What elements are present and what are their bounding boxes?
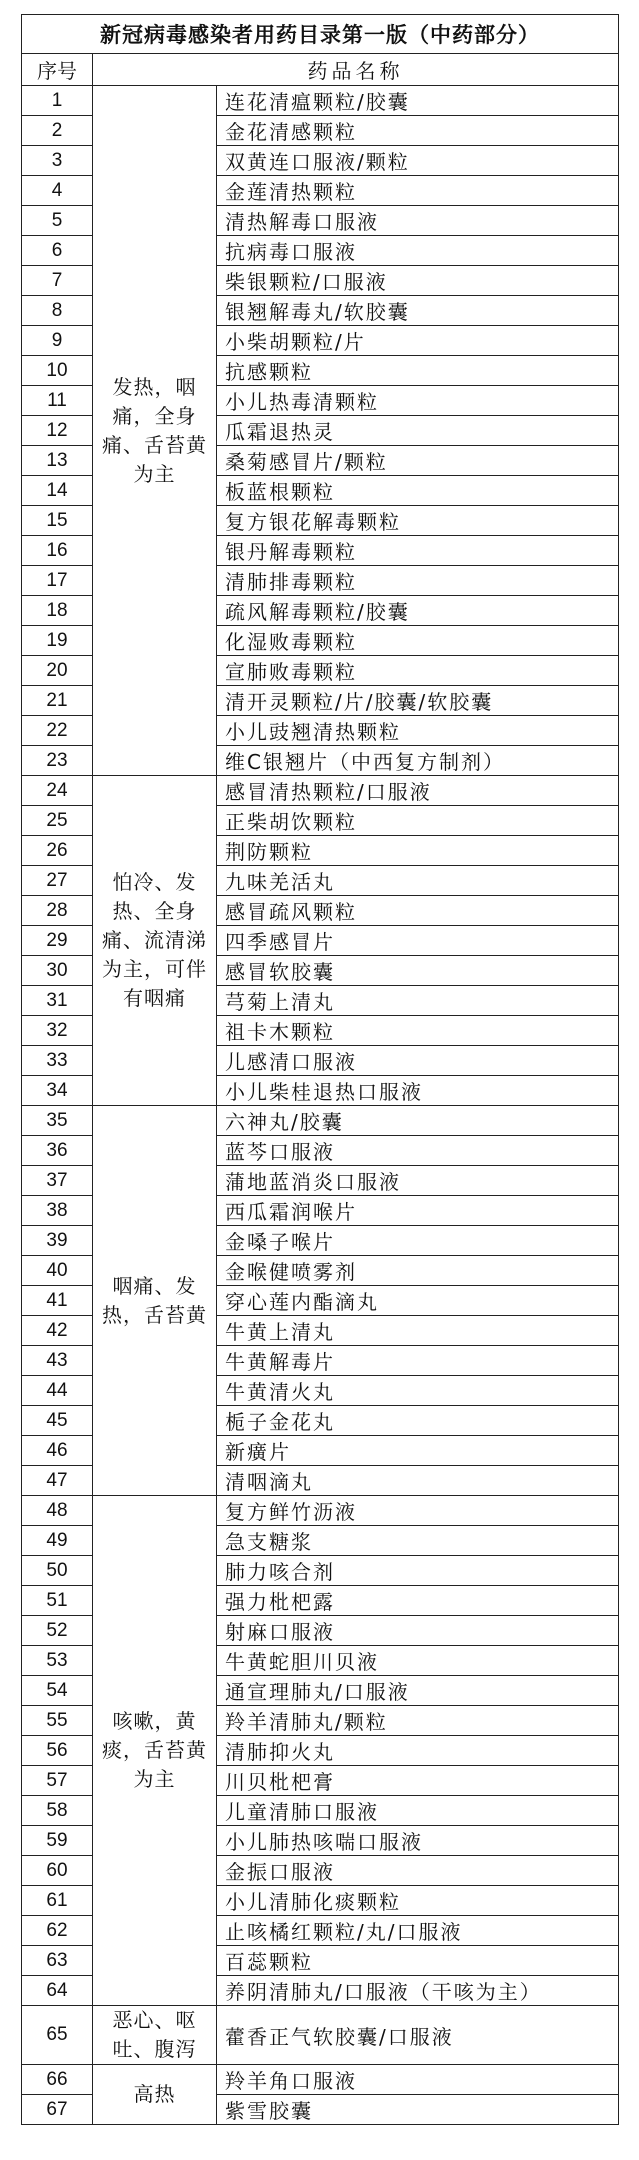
row-number: 39 bbox=[22, 1226, 93, 1256]
row-number: 21 bbox=[22, 686, 93, 716]
medicine-name: 小柴胡颗粒/片 bbox=[217, 326, 619, 356]
medicine-name: 金振口服液 bbox=[217, 1856, 619, 1886]
row-number: 43 bbox=[22, 1346, 93, 1376]
row-number: 49 bbox=[22, 1526, 93, 1556]
medicine-name: 养阴清肺丸/口服液（干咳为主） bbox=[217, 1976, 619, 2006]
medicine-name: 感冒疏风颗粒 bbox=[217, 896, 619, 926]
symptom-category: 怕冷、发热、全身痛、流清涕为主，可伴有咽痛 bbox=[93, 776, 217, 1106]
medicine-name: 瓜霜退热灵 bbox=[217, 416, 619, 446]
medicine-name: 清肺排毒颗粒 bbox=[217, 566, 619, 596]
medicine-name: 感冒清热颗粒/口服液 bbox=[217, 776, 619, 806]
row-number: 12 bbox=[22, 416, 93, 446]
medicine-name: 肺力咳合剂 bbox=[217, 1556, 619, 1586]
row-number: 50 bbox=[22, 1556, 93, 1586]
row-number: 41 bbox=[22, 1286, 93, 1316]
medicine-name: 疏风解毒颗粒/胶囊 bbox=[217, 596, 619, 626]
row-number: 20 bbox=[22, 656, 93, 686]
medicine-name: 小儿豉翘清热颗粒 bbox=[217, 716, 619, 746]
medicine-name: 四季感冒片 bbox=[217, 926, 619, 956]
medicine-name: 栀子金花丸 bbox=[217, 1406, 619, 1436]
row-number: 11 bbox=[22, 386, 93, 416]
medicine-name: 银丹解毒颗粒 bbox=[217, 536, 619, 566]
medicine-name: 金嗓子喉片 bbox=[217, 1226, 619, 1256]
row-number: 22 bbox=[22, 716, 93, 746]
medicine-name: 藿香正气软胶囊/口服液 bbox=[217, 2006, 619, 2065]
row-number: 66 bbox=[22, 2065, 93, 2095]
medicine-name: 穿心莲内酯滴丸 bbox=[217, 1286, 619, 1316]
medicine-name: 小儿清肺化痰颗粒 bbox=[217, 1886, 619, 1916]
row-number: 67 bbox=[22, 2095, 93, 2125]
medicine-table bbox=[21, 14, 619, 2125]
row-number: 2 bbox=[22, 116, 93, 146]
row-number: 38 bbox=[22, 1196, 93, 1226]
table-row bbox=[22, 2006, 619, 2065]
medicine-name: 止咳橘红颗粒/丸/口服液 bbox=[217, 1916, 619, 1946]
table-row bbox=[22, 86, 619, 116]
row-number: 35 bbox=[22, 1106, 93, 1136]
row-number: 62 bbox=[22, 1916, 93, 1946]
medicine-name: 祖卡木颗粒 bbox=[217, 1016, 619, 1046]
medicine-name: 小儿肺热咳喘口服液 bbox=[217, 1826, 619, 1856]
medicine-name: 九味羌活丸 bbox=[217, 866, 619, 896]
row-number: 16 bbox=[22, 536, 93, 566]
medicine-name: 蓝芩口服液 bbox=[217, 1136, 619, 1166]
medicine-name: 牛黄蛇胆川贝液 bbox=[217, 1646, 619, 1676]
symptom-category: 发热，咽痛，全身痛、舌苔黄为主 bbox=[93, 86, 217, 776]
row-number: 26 bbox=[22, 836, 93, 866]
row-number: 53 bbox=[22, 1646, 93, 1676]
row-number: 52 bbox=[22, 1616, 93, 1646]
row-number: 37 bbox=[22, 1166, 93, 1196]
row-number: 64 bbox=[22, 1976, 93, 2006]
row-number: 63 bbox=[22, 1946, 93, 1976]
medicine-name: 芎菊上清丸 bbox=[217, 986, 619, 1016]
row-number: 58 bbox=[22, 1796, 93, 1826]
medicine-name: 复方银花解毒颗粒 bbox=[217, 506, 619, 536]
row-number: 32 bbox=[22, 1016, 93, 1046]
medicine-name: 清热解毒口服液 bbox=[217, 206, 619, 236]
medicine-name: 板蓝根颗粒 bbox=[217, 476, 619, 506]
row-number: 31 bbox=[22, 986, 93, 1016]
medicine-name: 六神丸/胶囊 bbox=[217, 1106, 619, 1136]
medicine-name: 荆防颗粒 bbox=[217, 836, 619, 866]
row-number: 40 bbox=[22, 1256, 93, 1286]
row-number: 13 bbox=[22, 446, 93, 476]
medicine-name: 清开灵颗粒/片/胶囊/软胶囊 bbox=[217, 686, 619, 716]
row-number: 45 bbox=[22, 1406, 93, 1436]
row-number: 51 bbox=[22, 1586, 93, 1616]
row-number: 29 bbox=[22, 926, 93, 956]
medicine-name: 金莲清热颗粒 bbox=[217, 176, 619, 206]
row-number: 54 bbox=[22, 1676, 93, 1706]
medicine-name: 金喉健喷雾剂 bbox=[217, 1256, 619, 1286]
medicine-name: 羚羊角口服液 bbox=[217, 2065, 619, 2095]
table-body bbox=[22, 86, 619, 2125]
medicine-name: 川贝枇杷膏 bbox=[217, 1766, 619, 1796]
row-number: 10 bbox=[22, 356, 93, 386]
header-number: 序号 bbox=[22, 54, 93, 86]
row-number: 48 bbox=[22, 1496, 93, 1526]
medicine-name: 正柴胡饮颗粒 bbox=[217, 806, 619, 836]
row-number: 47 bbox=[22, 1466, 93, 1496]
medicine-name: 小儿柴桂退热口服液 bbox=[217, 1076, 619, 1106]
row-number: 33 bbox=[22, 1046, 93, 1076]
medicine-name: 牛黄清火丸 bbox=[217, 1376, 619, 1406]
medicine-name: 小儿热毒清颗粒 bbox=[217, 386, 619, 416]
medicine-name: 感冒软胶囊 bbox=[217, 956, 619, 986]
row-number: 15 bbox=[22, 506, 93, 536]
row-number: 8 bbox=[22, 296, 93, 326]
row-number: 24 bbox=[22, 776, 93, 806]
row-number: 19 bbox=[22, 626, 93, 656]
row-number: 42 bbox=[22, 1316, 93, 1346]
medicine-name: 牛黄上清丸 bbox=[217, 1316, 619, 1346]
table-row bbox=[22, 776, 619, 806]
row-number: 28 bbox=[22, 896, 93, 926]
symptom-category: 高热 bbox=[93, 2065, 217, 2125]
row-number: 25 bbox=[22, 806, 93, 836]
table-row bbox=[22, 1496, 619, 1526]
medicine-name: 维C银翘片（中西复方制剂） bbox=[217, 746, 619, 776]
row-number: 36 bbox=[22, 1136, 93, 1166]
row-number: 5 bbox=[22, 206, 93, 236]
table-row bbox=[22, 2065, 619, 2095]
medicine-name: 儿童清肺口服液 bbox=[217, 1796, 619, 1826]
symptom-category: 恶心、呕吐、腹泻 bbox=[93, 2006, 217, 2065]
medicine-name: 清咽滴丸 bbox=[217, 1466, 619, 1496]
symptom-category: 咽痛、发热，舌苔黄 bbox=[93, 1106, 217, 1496]
medicine-name: 抗感颗粒 bbox=[217, 356, 619, 386]
medicine-name: 金花清感颗粒 bbox=[217, 116, 619, 146]
row-number: 30 bbox=[22, 956, 93, 986]
row-number: 3 bbox=[22, 146, 93, 176]
row-number: 56 bbox=[22, 1736, 93, 1766]
medicine-name: 柴银颗粒/口服液 bbox=[217, 266, 619, 296]
row-number: 59 bbox=[22, 1826, 93, 1856]
medicine-name: 羚羊清肺丸/颗粒 bbox=[217, 1706, 619, 1736]
header-medicine-name: 药品名称 bbox=[93, 54, 619, 86]
medicine-catalog-document bbox=[21, 14, 618, 2125]
row-number: 4 bbox=[22, 176, 93, 206]
table-title: 新冠病毒感染者用药目录第一版（中药部分） bbox=[22, 15, 619, 54]
row-number: 7 bbox=[22, 266, 93, 296]
row-number: 18 bbox=[22, 596, 93, 626]
row-number: 34 bbox=[22, 1076, 93, 1106]
medicine-name: 强力枇杷露 bbox=[217, 1586, 619, 1616]
medicine-name: 西瓜霜润喉片 bbox=[217, 1196, 619, 1226]
row-number: 60 bbox=[22, 1856, 93, 1886]
medicine-name: 清肺抑火丸 bbox=[217, 1736, 619, 1766]
row-number: 57 bbox=[22, 1766, 93, 1796]
medicine-name: 连花清瘟颗粒/胶囊 bbox=[217, 86, 619, 116]
row-number: 9 bbox=[22, 326, 93, 356]
medicine-name: 复方鲜竹沥液 bbox=[217, 1496, 619, 1526]
medicine-name: 百蕊颗粒 bbox=[217, 1946, 619, 1976]
row-number: 17 bbox=[22, 566, 93, 596]
medicine-name: 抗病毒口服液 bbox=[217, 236, 619, 266]
row-number: 6 bbox=[22, 236, 93, 266]
medicine-name: 银翘解毒丸/软胶囊 bbox=[217, 296, 619, 326]
medicine-name: 化湿败毒颗粒 bbox=[217, 626, 619, 656]
row-number: 23 bbox=[22, 746, 93, 776]
table-row bbox=[22, 1106, 619, 1136]
medicine-name: 蒲地蓝消炎口服液 bbox=[217, 1166, 619, 1196]
row-number: 27 bbox=[22, 866, 93, 896]
row-number: 65 bbox=[22, 2006, 93, 2065]
row-number: 61 bbox=[22, 1886, 93, 1916]
medicine-name: 紫雪胶囊 bbox=[217, 2095, 619, 2125]
symptom-category: 咳嗽，黄痰，舌苔黄为主 bbox=[93, 1496, 217, 2006]
medicine-name: 急支糖浆 bbox=[217, 1526, 619, 1556]
row-number: 14 bbox=[22, 476, 93, 506]
row-number: 1 bbox=[22, 86, 93, 116]
medicine-name: 射麻口服液 bbox=[217, 1616, 619, 1646]
medicine-name: 通宣理肺丸/口服液 bbox=[217, 1676, 619, 1706]
row-number: 44 bbox=[22, 1376, 93, 1406]
medicine-name: 双黄连口服液/颗粒 bbox=[217, 146, 619, 176]
medicine-name: 宣肺败毒颗粒 bbox=[217, 656, 619, 686]
row-number: 46 bbox=[22, 1436, 93, 1466]
medicine-name: 牛黄解毒片 bbox=[217, 1346, 619, 1376]
row-number: 55 bbox=[22, 1706, 93, 1736]
medicine-name: 新癀片 bbox=[217, 1436, 619, 1466]
medicine-name: 儿感清口服液 bbox=[217, 1046, 619, 1076]
medicine-name: 桑菊感冒片/颗粒 bbox=[217, 446, 619, 476]
